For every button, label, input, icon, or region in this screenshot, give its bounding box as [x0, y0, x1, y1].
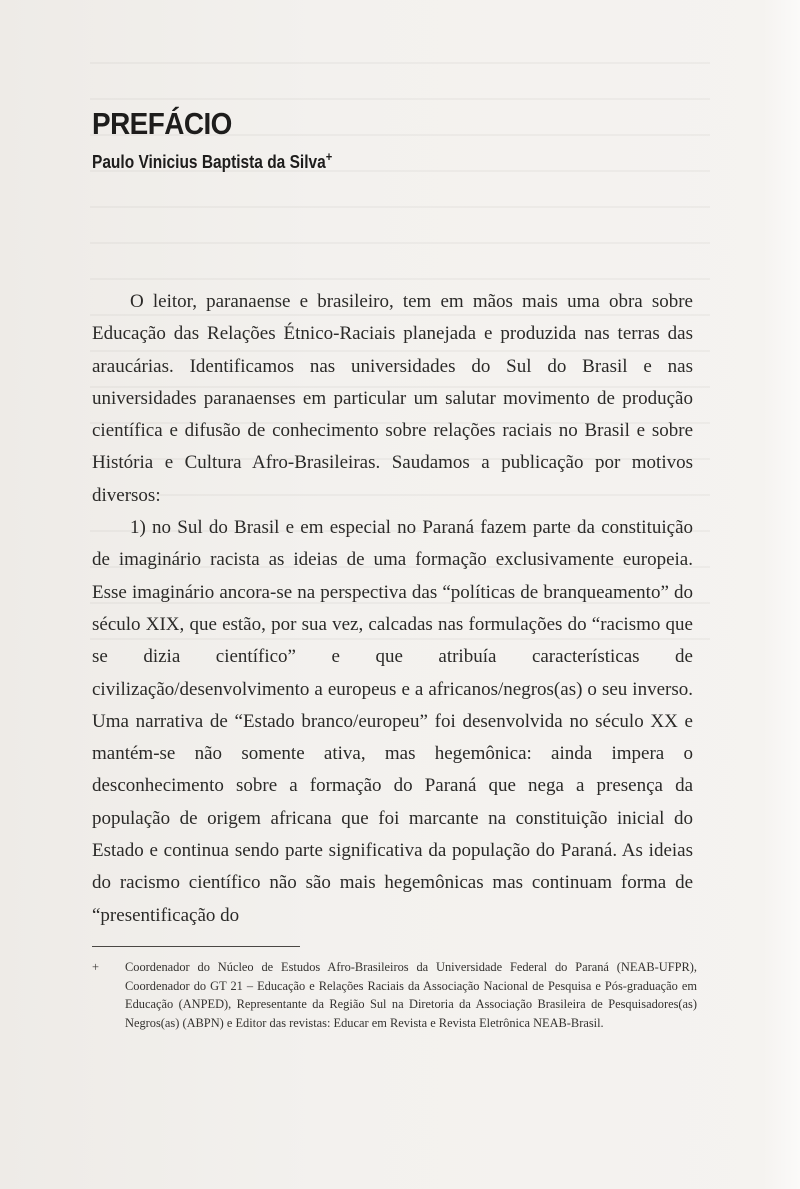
- paragraph-1: O leitor, paranaense e brasileiro, tem em mãos mais uma obra sobre Educação das Relações Étnico-Raciais planejada e produzida nas terras das araucárias. Identificamos nas universidades do Sul do Brasil e nas universidades paranaenses em particular um salutar movimento de produção científica e difusão de conhecimento sobre relações raciais no Brasil e sobre História e Cultura Afro-Brasileiras. Saudamos a publicação por motivos diversos:: [92, 291, 693, 506]
- author-line: [92, 149, 332, 173]
- page-title: PREFÁCIO: [92, 106, 232, 141]
- footnote: [92, 958, 697, 1032]
- footnote-separator: [92, 946, 300, 947]
- author-name: Paulo Vinicius Baptista da Silva: [92, 152, 326, 172]
- footnote-text: Coordenador do Núcleo de Estudos Afro-Brasileiros da Universidade Federal do Paraná (NEAB-UFPR), Coordenador do GT 21 – Educação e Relações Raciais da Associação Nacional de Pesquisa e Pós-graduação em Educação (ANPED), Representante da Região Sul na Diretoria da Associação Brasileira de Pesquisadores(as) Negros(as) (ABPN) e Editor das revistas: Educar em Revista e Revista Eletrônica NEAB-Brasil.: [125, 960, 697, 1030]
- page-edge-highlight: [762, 0, 800, 1189]
- paragraph-2: 1) no Sul do Brasil e em especial no Paraná fazem parte da constituição de imaginário racista as ideias de uma formação exclusivamente europeia. Esse imaginário ancora-se na perspectiva das “políticas de branqueamento” do século XIX, que estão, por sua vez, calcadas nas formulações do “racismo que se dizia científico” e que atribuía características de civilização/desenvolvimento a europeus e a africanos/negros(as) o seu inverso. Uma narrativa de “Estado branco/europeu” foi desenvolvida no século XX e mantém-se não somente ativa, mas hegemônica: ainda impera o desconhecimento sobre a formação do Paraná que nega a presença da população de origem africana que foi marcante na constituição inicial do Estado e continua sendo parte significativa da população do Paraná. As ideias do racismo científico não são mais hegemônicas mas continuam forma de “presentificação do: [92, 517, 693, 926]
- body-text: [92, 286, 693, 932]
- footnote-marker: +: [92, 960, 99, 974]
- author-footnote-marker: +: [325, 149, 333, 164]
